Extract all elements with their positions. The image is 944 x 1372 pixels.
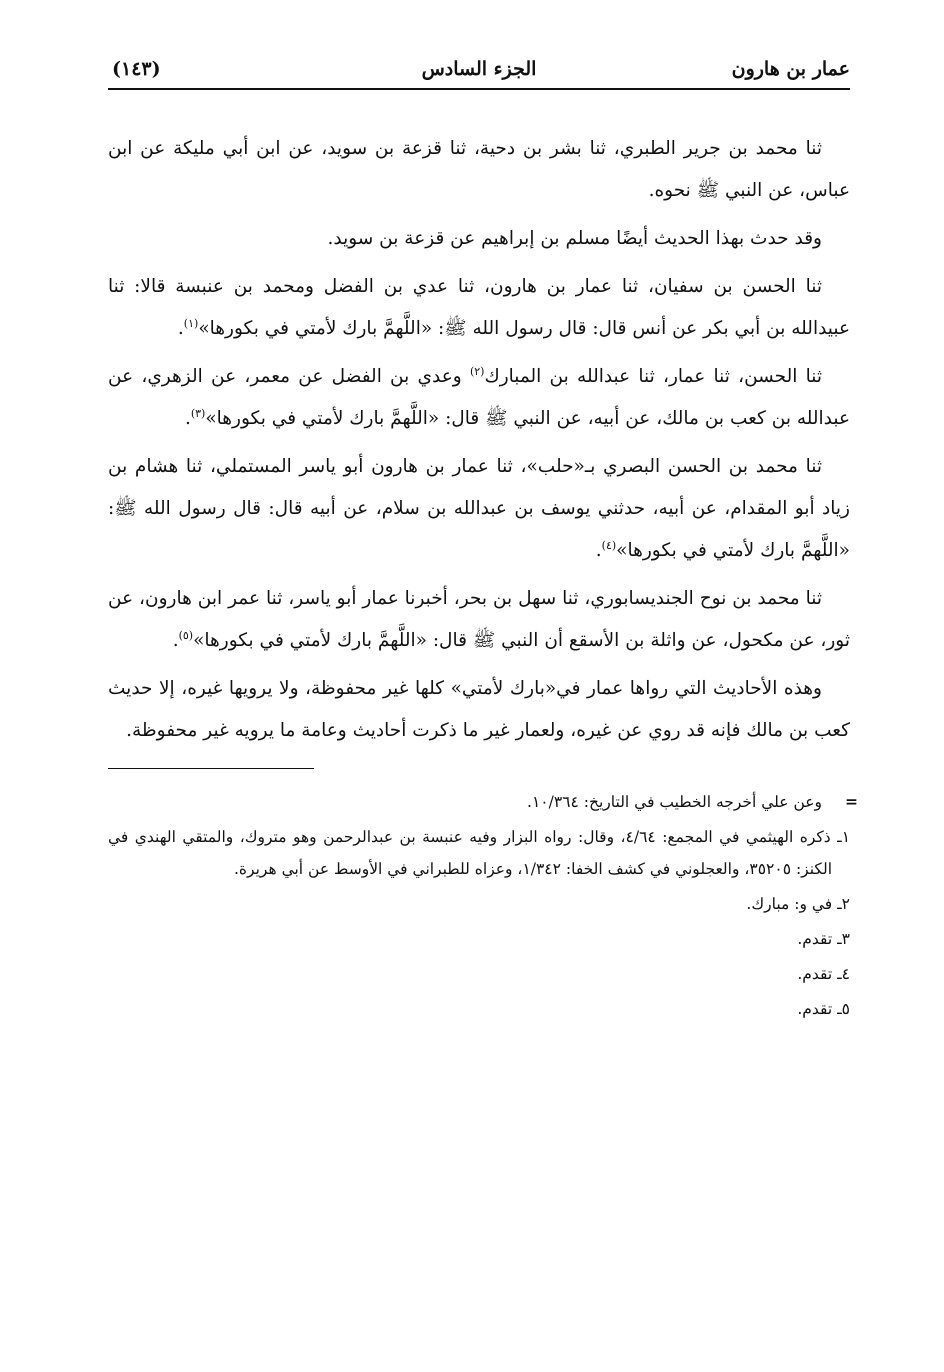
footnote-item: ٢ـ في و: مبارك. bbox=[746, 895, 850, 913]
footnote-separator-wrap bbox=[108, 758, 850, 784]
footnote-ref: (٤) bbox=[601, 538, 617, 552]
main-text bbox=[108, 128, 850, 752]
footnote-ref: (١) bbox=[183, 316, 199, 330]
footnote-item: ٤ـ تقدم. bbox=[797, 965, 850, 983]
paragraph: ثنا محمد بن جرير الطبري، ثنا بشر بن دحية، ثنا قزعة بن سويد، عن ابن أبي مليكة عن ابن عباس، عن النبي ﷺ نحوه. bbox=[108, 138, 850, 201]
continuation-mark: = bbox=[845, 792, 858, 811]
paragraph: وقد حدث بهذا الحديث أيضًا مسلم بن إبراهيم عن قزعة بن سويد. bbox=[327, 228, 822, 249]
footnote-ref: (٣) bbox=[190, 406, 206, 420]
footnote-item: ٥ـ تقدم. bbox=[797, 1000, 850, 1018]
paragraph: ثنا محمد بن نوح الجنديسابوري، ثنا سهل بن بحر، أخبرنا عمار أبو ياسر، ثنا عمر ابن هارون، عن ثور، عن مكحول، عن واثلة بن الأسقع أن النبي ﷺ قال: «اللَّهمَّ بارك لأمتي في بكورها»$^{(٥)}$. bbox=[108, 588, 850, 651]
footnote-separator bbox=[108, 768, 314, 769]
footnote-continuation: = وعن علي أخرجه الخطيب في التاريخ: ١٠/٣٦٤. bbox=[108, 786, 850, 818]
footnote-ref: (٢) bbox=[469, 364, 485, 378]
paragraph: ثنا الحسن، ثنا عمار، ثنا عبدالله بن المبارك$^{(٢)}$ وعدي بن الفضل عن معمر، عن الزهري، عن عبدالله بن كعب بن مالك، عن أبيه، عن النبي ﷺ قال: «اللَّهمَّ بارك لأمتي في بكورها»$^{(٣)}$. bbox=[108, 364, 850, 429]
paragraph: ثنا محمد بن الحسن البصري بـ«حلب»، ثنا عمار بن هارون أبو ياسر المستملي، ثنا هشام بن زياد أبو المقدام، عن أبيه، حدثني يوسف بن عبدالله بن سلام، عن أبيه قال: قال رسول الله ﷺ: «اللَّهمَّ بارك لأمتي في بكورها»$^{(٤)}$. bbox=[108, 456, 850, 561]
page-number: (١٤٣) bbox=[112, 58, 161, 80]
footnote-ref: (٥) bbox=[178, 628, 194, 642]
footnotes bbox=[108, 786, 858, 1025]
paragraph: ثنا الحسن بن سفيان، ثنا عمار بن هارون، ثنا عدي بن الفضل ومحمد بن عنبسة قالا: ثنا عبيدالله بن أبي بكر عن أنس قال: قال رسول الله ﷺ: «اللَّهمَّ بارك لأمتي في بكورها»$^{(١)}$. bbox=[108, 276, 850, 339]
book-page bbox=[108, 52, 858, 1028]
footnote-item: ٣ـ تقدم. bbox=[797, 930, 850, 948]
footnote-item: ١ـ ذكره الهيثمي في المجمع: ٤/٦٤، وقال: رواه البزار وفيه عنبسة بن عبدالرحمن وهو متروك، والمتقي الهندي في الكنز: ٣٥٢٠٥، والعجلوني في كشف الخفا: ١/٣٤٢، وعزاه للطبراني في الأوسط عن أبي هريرة. bbox=[108, 828, 851, 878]
chapter-title: عمار بن هارون bbox=[731, 58, 850, 80]
volume-title: الجزء السادس bbox=[421, 58, 537, 80]
paragraph: وهذه الأحاديث التي رواها عمار في«بارك لأمتي» كلها غير محفوظة، ولا يرويها غيره، إلا حديث كعب بن مالك فإنه قد روي عن غيره، ولعمار غير ما ذكرت أحاديث وعامة ما يرويه غير محفوظة. bbox=[108, 678, 850, 741]
running-head bbox=[108, 52, 850, 90]
